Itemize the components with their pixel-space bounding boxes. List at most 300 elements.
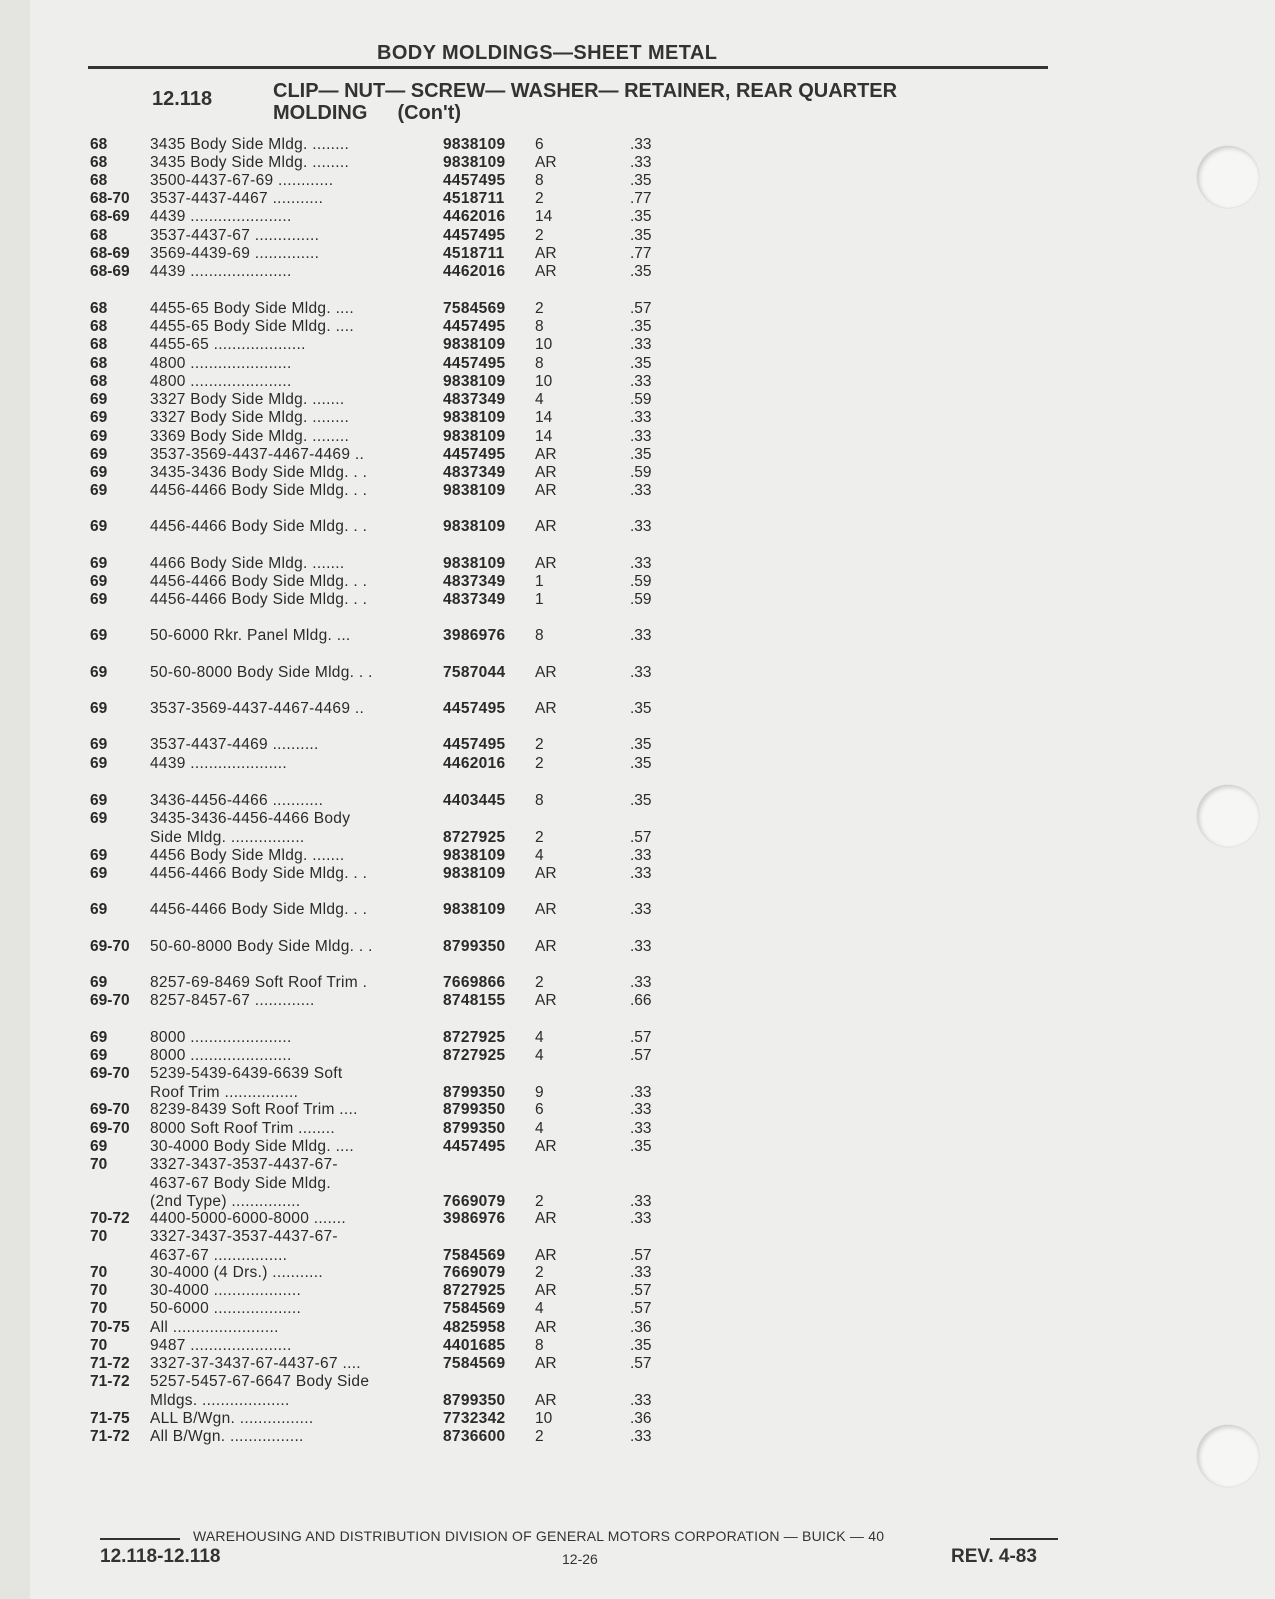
- price: .35: [630, 446, 652, 463]
- model-application: [150, 664, 425, 683]
- year-range: 69: [90, 482, 108, 499]
- quantity: 2: [535, 1264, 544, 1281]
- model-line: 4456-4466 Body Side Mldg. . .: [150, 482, 368, 499]
- part-number: 4837349: [443, 591, 506, 608]
- price: .57: [630, 1029, 652, 1046]
- price: .33: [630, 1264, 652, 1281]
- quantity: 2: [535, 1193, 544, 1210]
- table-row: [0, 391, 1275, 410]
- part-number: 9838109: [443, 154, 506, 171]
- model-application: [150, 1410, 425, 1429]
- part-number: 9838109: [443, 901, 506, 918]
- part-number: 4403445: [443, 792, 506, 809]
- table-row: [0, 1319, 1275, 1338]
- price: .57: [630, 1355, 652, 1372]
- part-number: 9838109: [443, 336, 506, 353]
- quantity: 8: [535, 1337, 544, 1354]
- model-line: 5239-5439-6439-6639 Soft: [150, 1065, 343, 1082]
- model-line: (2nd Type) ...............: [150, 1193, 301, 1210]
- quantity: 9: [535, 1083, 544, 1101]
- quantity: 4: [535, 391, 544, 408]
- header-rule: [88, 66, 1048, 69]
- quantity: 14: [535, 409, 553, 426]
- part-number: 4837349: [443, 391, 506, 408]
- part-number: 4457495: [443, 227, 506, 244]
- quantity: AR: [535, 1355, 557, 1372]
- model-line: All .......................: [150, 1319, 279, 1336]
- part-number: 8727925: [443, 828, 506, 846]
- section-number: 12.118: [152, 88, 213, 110]
- year-range: 69: [90, 1138, 108, 1155]
- table-row: [0, 136, 1275, 155]
- year-range: 69: [90, 446, 108, 463]
- model-application: [150, 136, 425, 155]
- part-number: 4457495: [443, 700, 506, 717]
- part-number: 4837349: [443, 573, 506, 590]
- price: .35: [630, 355, 652, 372]
- quantity: AR: [535, 1282, 557, 1299]
- quantity: 6: [535, 136, 544, 153]
- table-row: [0, 938, 1275, 975]
- price: .57: [630, 1300, 652, 1317]
- table-row: [0, 245, 1275, 264]
- footer-revision: REV. 4-83: [951, 1546, 1037, 1567]
- table-row: [0, 1029, 1275, 1048]
- year-range: 69: [90, 518, 108, 535]
- year-range: 69: [90, 591, 108, 608]
- page-header: BODY MOLDINGS—SHEET METAL: [377, 42, 718, 64]
- price: .33: [630, 482, 652, 499]
- model-line: 3369 Body Side Mldg. ........: [150, 428, 350, 445]
- model-line: 3327 Body Side Mldg. .......: [150, 391, 345, 408]
- model-line: 3537-4437-67 ..............: [150, 227, 320, 244]
- quantity: 1: [535, 573, 544, 590]
- model-line: 4455-65 Body Side Mldg. ....: [150, 300, 354, 317]
- quantity: 4: [535, 1120, 544, 1137]
- price: .35: [630, 227, 652, 244]
- year-range: 70: [90, 1228, 108, 1245]
- price: .33: [630, 373, 652, 390]
- price: .59: [630, 591, 652, 608]
- part-number: 9838109: [443, 428, 506, 445]
- quantity: AR: [535, 245, 557, 262]
- table-row: [0, 700, 1275, 737]
- table-row: [0, 518, 1275, 555]
- year-range: 69: [90, 736, 108, 753]
- model-application: [150, 555, 425, 574]
- quantity: 6: [535, 1101, 544, 1118]
- table-row: [0, 573, 1275, 592]
- table-row: [0, 847, 1275, 866]
- model-line: 4439 ......................: [150, 263, 292, 280]
- year-range: 69: [90, 810, 108, 827]
- model-line: 4800 ......................: [150, 373, 292, 390]
- price: .33: [630, 664, 652, 681]
- part-number: 4462016: [443, 263, 506, 280]
- model-line: 5257-5457-67-6647 Body Side: [150, 1373, 370, 1390]
- model-application: [150, 1047, 425, 1066]
- model-line: 4455-65 ....................: [150, 336, 306, 353]
- model-line: Side Mldg. ................: [150, 828, 305, 846]
- table-row: [0, 336, 1275, 355]
- year-range: 69: [90, 555, 108, 572]
- part-number: 7584569: [443, 300, 506, 317]
- price: .35: [630, 736, 652, 753]
- model-application: [150, 1337, 425, 1356]
- quantity: 2: [535, 1428, 544, 1445]
- part-number: 4518711: [443, 245, 505, 262]
- quantity: 2: [535, 300, 544, 317]
- table-row: [0, 1156, 1275, 1212]
- part-number: 8799350: [443, 1101, 506, 1118]
- quantity: 2: [535, 755, 544, 772]
- part-number: 8799350: [443, 1391, 506, 1409]
- table-row: [0, 208, 1275, 227]
- quantity: 1: [535, 591, 544, 608]
- part-number: 8799350: [443, 1120, 506, 1137]
- footer-rule: [100, 1538, 180, 1540]
- table-row: [0, 664, 1275, 701]
- price: .33: [630, 154, 652, 171]
- quantity: AR: [535, 992, 557, 1009]
- year-range: 69: [90, 792, 108, 809]
- model-application: [150, 190, 425, 209]
- part-number: 8799350: [443, 1083, 506, 1101]
- footer-rule: [990, 1538, 1058, 1540]
- year-range: 70: [90, 1300, 108, 1317]
- table-row: [0, 1264, 1275, 1283]
- model-line: 3435-3436-4456-4466 Body: [150, 810, 351, 827]
- price: .77: [630, 245, 652, 262]
- price: .33: [630, 1391, 652, 1409]
- price: .33: [630, 865, 652, 882]
- year-range: 68-69: [90, 263, 130, 280]
- model-line: 3327-3437-3537-4437-67-: [150, 1228, 338, 1245]
- year-range: 68: [90, 136, 108, 153]
- year-range: 69: [90, 664, 108, 681]
- quantity: AR: [535, 555, 557, 572]
- table-row: [0, 591, 1275, 628]
- year-range: 68: [90, 154, 108, 171]
- year-range: 69: [90, 627, 108, 644]
- model-application: [150, 1264, 425, 1283]
- table-row: [0, 792, 1275, 811]
- model-application: [150, 1156, 425, 1212]
- model-application: [150, 1120, 425, 1139]
- year-range: 71-72: [90, 1428, 130, 1445]
- table-row: [0, 1428, 1275, 1465]
- year-range: 68-70: [90, 190, 130, 207]
- table-row: [0, 1138, 1275, 1157]
- price: .57: [630, 828, 652, 846]
- model-line: 4456-4466 Body Side Mldg. . .: [150, 591, 368, 608]
- quantity: 14: [535, 208, 553, 225]
- model-line: 30-4000 (4 Drs.) ...........: [150, 1264, 323, 1281]
- quantity: AR: [535, 446, 557, 463]
- quantity: 8: [535, 172, 544, 189]
- quantity: 2: [535, 828, 544, 846]
- model-application: [150, 518, 425, 537]
- price: .33: [630, 555, 652, 572]
- price: .33: [630, 136, 652, 153]
- model-application: [150, 1319, 425, 1338]
- quantity: 14: [535, 428, 553, 445]
- quantity: AR: [535, 700, 557, 717]
- model-line: 8000 ......................: [150, 1029, 292, 1046]
- model-line: 3569-4439-69 ..............: [150, 245, 320, 262]
- part-number: 3986976: [443, 627, 506, 644]
- model-line: 3327-3437-3537-4437-67-: [150, 1156, 338, 1173]
- table-row: [0, 1065, 1275, 1102]
- price: .57: [630, 1282, 652, 1299]
- model-application: [150, 1029, 425, 1048]
- model-application: [150, 992, 425, 1011]
- part-number: 4825958: [443, 1319, 506, 1336]
- part-number: 4457495: [443, 318, 506, 335]
- quantity: 10: [535, 336, 553, 353]
- table-row: [0, 755, 1275, 792]
- quantity: 8: [535, 355, 544, 372]
- quantity: 8: [535, 792, 544, 809]
- model-application: [150, 901, 425, 920]
- year-range: 69-70: [90, 1065, 130, 1082]
- table-row: [0, 482, 1275, 519]
- model-line: 4456-4466 Body Side Mldg. . .: [150, 901, 368, 918]
- part-number: 7587044: [443, 664, 506, 681]
- model-line: 30-4000 Body Side Mldg. ....: [150, 1138, 354, 1155]
- price: .33: [630, 1193, 652, 1210]
- model-application: [150, 482, 425, 501]
- quantity: 2: [535, 227, 544, 244]
- quantity: AR: [535, 1246, 557, 1264]
- part-number: 4462016: [443, 755, 506, 772]
- model-line: 4455-65 Body Side Mldg. ....: [150, 318, 354, 335]
- model-line: 4637-67 Body Side Mldg.: [150, 1174, 331, 1192]
- year-range: 68: [90, 300, 108, 317]
- model-application: [150, 1428, 425, 1447]
- model-line: 8257-8457-67 .............: [150, 992, 315, 1009]
- price: .35: [630, 1337, 652, 1354]
- model-application: [150, 1373, 425, 1410]
- model-line: 3500-4437-67-69 ............: [150, 172, 334, 189]
- model-line: 4800 ......................: [150, 355, 292, 372]
- quantity: AR: [535, 1319, 557, 1336]
- year-range: 71-75: [90, 1410, 130, 1427]
- year-range: 69: [90, 1047, 108, 1064]
- part-number: 4457495: [443, 736, 506, 753]
- price: .33: [630, 518, 652, 535]
- model-line: 4439 ......................: [150, 208, 292, 225]
- model-line: 3435 Body Side Mldg. ........: [150, 136, 350, 153]
- model-application: [150, 1210, 425, 1229]
- table-row: [0, 300, 1275, 319]
- quantity: 2: [535, 736, 544, 753]
- year-range: 69: [90, 428, 108, 445]
- price: .57: [630, 1047, 652, 1064]
- price: .35: [630, 1138, 652, 1155]
- price: .33: [630, 409, 652, 426]
- year-range: 68: [90, 355, 108, 372]
- part-number: 9838109: [443, 555, 506, 572]
- model-application: [150, 591, 425, 610]
- model-application: [150, 792, 425, 811]
- quantity: 4: [535, 1047, 544, 1064]
- price: .36: [630, 1410, 652, 1427]
- price: .66: [630, 992, 652, 1009]
- part-number: 9838109: [443, 482, 506, 499]
- year-range: 69: [90, 865, 108, 882]
- table-row: [0, 1228, 1275, 1265]
- model-application: [150, 736, 425, 755]
- price: .33: [630, 938, 652, 955]
- quantity: 4: [535, 1300, 544, 1317]
- model-application: [150, 318, 425, 337]
- price: .33: [630, 974, 652, 991]
- table-row: [0, 736, 1275, 755]
- year-range: 68: [90, 318, 108, 335]
- quantity: 10: [535, 1410, 553, 1427]
- year-range: 69-70: [90, 1120, 130, 1137]
- part-number: 9838109: [443, 136, 506, 153]
- price: .33: [630, 847, 652, 864]
- price: .35: [630, 792, 652, 809]
- model-line: Mldgs. ...................: [150, 1391, 290, 1409]
- price: .77: [630, 190, 652, 207]
- part-number: 4837349: [443, 464, 506, 481]
- year-range: 69: [90, 573, 108, 590]
- quantity: AR: [535, 901, 557, 918]
- model-line: 8000 Soft Roof Trim ........: [150, 1120, 335, 1137]
- model-application: [150, 172, 425, 191]
- quantity: AR: [535, 1138, 557, 1155]
- part-number: 8727925: [443, 1029, 506, 1046]
- price: .36: [630, 1319, 652, 1336]
- model-application: [150, 1355, 425, 1374]
- year-range: 69: [90, 409, 108, 426]
- part-number: 4401685: [443, 1337, 506, 1354]
- quantity: AR: [535, 865, 557, 882]
- model-application: [150, 573, 425, 592]
- table-row: [0, 1373, 1275, 1410]
- model-line: 3537-4437-4467 ...........: [150, 190, 324, 207]
- table-row: [0, 1410, 1275, 1429]
- table-row: [0, 627, 1275, 664]
- table-row: [0, 464, 1275, 483]
- year-range: 69-70: [90, 1101, 130, 1118]
- footer-page-number: 12-26: [562, 1551, 598, 1567]
- year-range: 69: [90, 391, 108, 408]
- part-number: 4518711: [443, 190, 505, 207]
- table-row: [0, 409, 1275, 428]
- model-line: Roof Trim ................: [150, 1083, 299, 1101]
- price: .33: [630, 627, 652, 644]
- model-line: 4456-4466 Body Side Mldg. . .: [150, 865, 368, 882]
- table-row: [0, 1047, 1275, 1066]
- model-line: 3327-37-3437-67-4437-67 ....: [150, 1355, 361, 1372]
- table-row: [0, 810, 1275, 847]
- price: .33: [630, 336, 652, 353]
- year-range: 70-72: [90, 1210, 130, 1227]
- model-line: ALL B/Wgn. ................: [150, 1410, 314, 1427]
- price: .33: [630, 428, 652, 445]
- part-number: 4462016: [443, 208, 506, 225]
- quantity: 4: [535, 1029, 544, 1046]
- model-application: [150, 464, 425, 483]
- year-range: 70: [90, 1264, 108, 1281]
- model-line: 30-4000 ...................: [150, 1282, 302, 1299]
- quantity: AR: [535, 1210, 557, 1227]
- model-line: 8257-69-8469 Soft Roof Trim .: [150, 974, 368, 991]
- model-application: [150, 1300, 425, 1319]
- table-row: [0, 355, 1275, 374]
- price: .35: [630, 208, 652, 225]
- part-number: 7584569: [443, 1355, 506, 1372]
- table-row: [0, 428, 1275, 447]
- table-row: [0, 318, 1275, 337]
- footer-group-range: 12.118-12.118: [100, 1546, 221, 1567]
- model-application: [150, 847, 425, 866]
- model-line: 4456-4466 Body Side Mldg. . .: [150, 518, 368, 535]
- year-range: 68-69: [90, 245, 130, 262]
- table-row: [0, 1120, 1275, 1139]
- part-number: 9838109: [443, 409, 506, 426]
- model-line: 50-6000 ...................: [150, 1300, 302, 1317]
- part-number: 7732342: [443, 1410, 506, 1427]
- model-application: [150, 208, 425, 227]
- model-line: 3537-3569-4437-4467-4469 ..: [150, 446, 365, 463]
- part-number: 7669079: [443, 1264, 506, 1281]
- price: .35: [630, 755, 652, 772]
- table-row: [0, 1282, 1275, 1301]
- model-line: 3537-4437-4469 ..........: [150, 736, 319, 753]
- year-range: 69: [90, 901, 108, 918]
- section-title-line2: MOLDING: [273, 102, 368, 124]
- section-title-cont: (Con't): [397, 102, 462, 124]
- part-number: 8727925: [443, 1282, 506, 1299]
- table-row: [0, 172, 1275, 191]
- table-row: [0, 865, 1275, 902]
- model-application: [150, 1101, 425, 1120]
- model-application: [150, 810, 425, 847]
- model-line: 3435 Body Side Mldg. ........: [150, 154, 350, 171]
- model-application: [150, 700, 425, 719]
- year-range: 69: [90, 847, 108, 864]
- model-line: 4637-67 ................: [150, 1246, 288, 1264]
- model-application: [150, 1228, 425, 1265]
- quantity: 10: [535, 373, 553, 390]
- year-range: 68-69: [90, 208, 130, 225]
- price: .35: [630, 263, 652, 280]
- model-application: [150, 1065, 425, 1102]
- model-application: [150, 409, 425, 428]
- part-number: 9838109: [443, 518, 506, 535]
- price: .33: [630, 1101, 652, 1118]
- model-application: [150, 974, 425, 993]
- model-line: 4456-4466 Body Side Mldg. . .: [150, 573, 368, 590]
- part-number: 4457495: [443, 172, 506, 189]
- price: .33: [630, 1210, 652, 1227]
- price: .59: [630, 573, 652, 590]
- part-number: 7584569: [443, 1300, 506, 1317]
- table-row: [0, 1101, 1275, 1120]
- table-row: [0, 901, 1275, 938]
- table-row: [0, 1337, 1275, 1356]
- section-title-line1: CLIP— NUT— SCREW— WASHER— RETAINER, REAR QUARTER: [273, 80, 898, 102]
- quantity: AR: [535, 1391, 557, 1409]
- year-range: 69-70: [90, 938, 130, 955]
- part-number: 8748155: [443, 992, 506, 1009]
- part-number: 8736600: [443, 1428, 506, 1445]
